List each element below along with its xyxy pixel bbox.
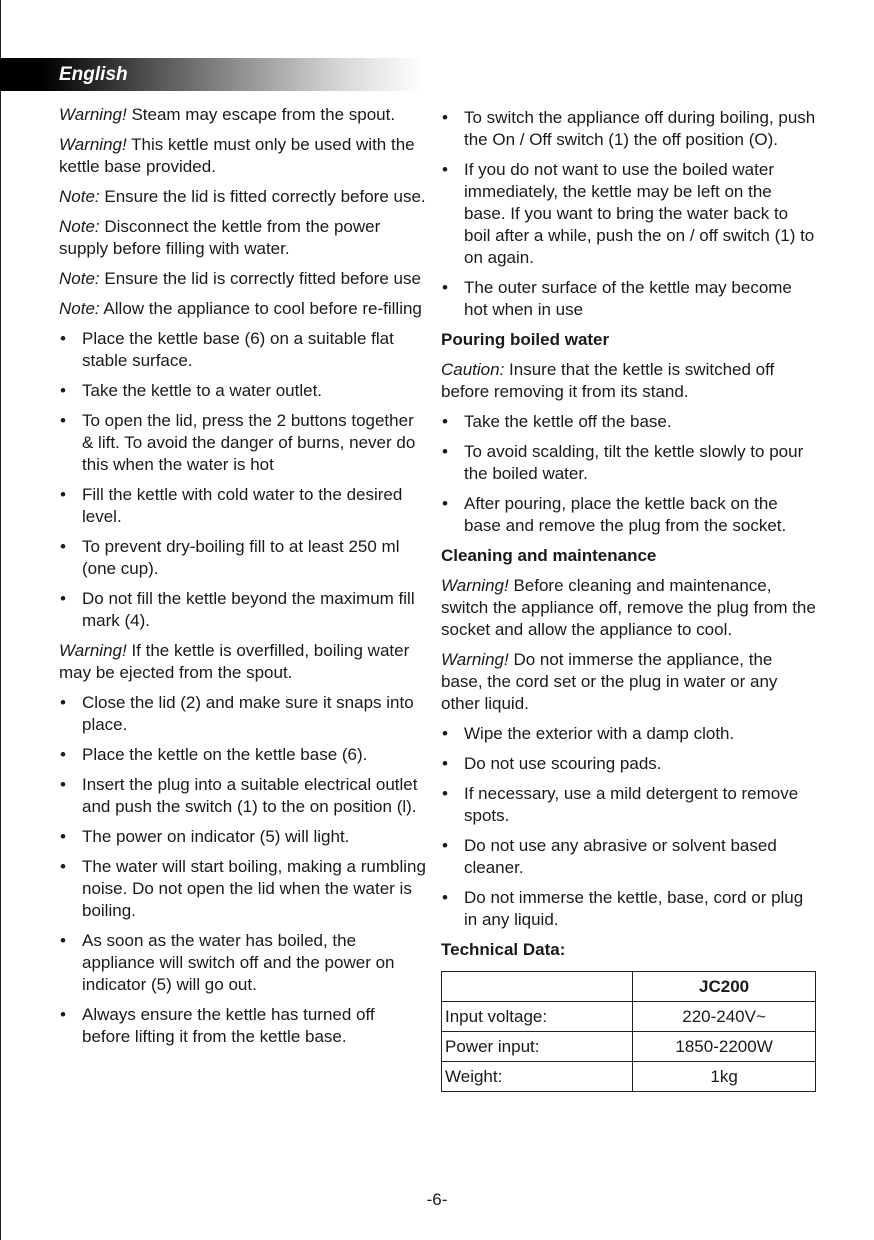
right-column: [441, 107, 817, 1092]
list-item: • Do not use any abrasive or solvent based cleaner.: [441, 835, 817, 879]
spec-label: Input voltage:: [442, 1002, 633, 1032]
model-name: JC200: [633, 972, 816, 1002]
filling-steps-list: [59, 328, 427, 632]
list-item: • To switch the appliance off during boiling, push the On / Off switch (1) the off position (O).: [441, 107, 817, 151]
list-item: • If you do not want to use the boiled water immediately, the kettle may be left on the base. If you want to bring the water back to boil after a while, push the on / off switch (1) to on again.: [441, 159, 817, 269]
list-item: • After pouring, place the kettle back on the base and remove the plug from the socket.: [441, 493, 817, 537]
note-text: If the kettle is overfilled, boiling water may be ejected from the spout.: [59, 641, 410, 682]
list-item: • Place the kettle base (6) on a suitable flat stable surface.: [59, 328, 427, 372]
lead-label: Note:: [59, 269, 100, 288]
pouring-heading: Pouring boiled water: [441, 330, 610, 349]
lead-label: Warning!: [441, 576, 509, 595]
note-text: Disconnect the kettle from the power supply before filling with water.: [59, 217, 381, 258]
list-item: • Always ensure the kettle has turned off before lifting it from the kettle base.: [59, 1004, 427, 1048]
spec-label: Power input:: [442, 1032, 633, 1062]
list-item: • Do not fill the kettle beyond the maximum fill mark (4).: [59, 588, 427, 632]
list-item: • Place the kettle on the kettle base (6).: [59, 744, 427, 766]
technical-data-heading: Technical Data:: [441, 940, 566, 959]
lead-label: Warning!: [441, 650, 509, 669]
pouring-steps-list: [441, 411, 817, 537]
note-lid-fitted: [59, 186, 427, 208]
language-label: English: [59, 64, 128, 85]
warning-do-not-immerse: [441, 649, 817, 715]
page-number: -6-: [426, 1190, 448, 1209]
list-item: • Take the kettle to a water outlet.: [59, 380, 427, 402]
warning-cleaning-switch-off: [441, 575, 817, 641]
spec-value: 1850-2200W: [633, 1032, 816, 1062]
list-item: • Do not immerse the kettle, base, cord or plug in any liquid.: [441, 887, 817, 931]
list-item: • Wipe the exterior with a damp cloth.: [441, 723, 817, 745]
list-item: • To avoid scalding, tilt the kettle slowly to pour the boiled water.: [441, 441, 817, 485]
note-disconnect: [59, 216, 427, 260]
left-column: [59, 104, 427, 1056]
note-text: Ensure the lid is fitted correctly before use.: [99, 187, 426, 206]
table-row: [442, 1032, 816, 1062]
language-header-bar: [0, 58, 424, 91]
spec-value: 220-240V~: [633, 1002, 816, 1032]
list-item: • As soon as the water has boiled, the appliance will switch off and the power on indicator (5) will go out.: [59, 930, 427, 996]
spec-label: Weight:: [442, 1062, 633, 1092]
note-lid-correct: [59, 268, 427, 290]
list-item: • Fill the kettle with cold water to the desired level.: [59, 484, 427, 528]
boiling-steps-list: [59, 692, 427, 1048]
lead-label: Warning!: [59, 105, 127, 124]
lead-label: Caution:: [441, 360, 505, 379]
lead-label: Warning!: [59, 135, 127, 154]
table-row: [442, 1002, 816, 1032]
spec-value: 1kg: [633, 1062, 816, 1092]
list-item: • If necessary, use a mild detergent to remove spots.: [441, 783, 817, 827]
lead-label: Note:: [59, 187, 100, 206]
list-item: • Close the lid (2) and make sure it snaps into place.: [59, 692, 427, 736]
warning-overfill: [59, 640, 427, 684]
cleaning-heading: Cleaning and maintenance: [441, 546, 657, 565]
lead-label: Note:: [59, 299, 100, 318]
note-text: Do not immerse the appliance, the base, the cord set or the plug in water or any other liquid.: [441, 650, 778, 713]
note-text: This kettle must only be used with the kettle base provided.: [59, 135, 415, 176]
list-item: • To open the lid, press the 2 buttons together & lift. To avoid the danger of burns, never do this when the water is hot: [59, 410, 427, 476]
table-cell-empty: [442, 972, 633, 1002]
list-item: • The outer surface of the kettle may become hot when in use: [441, 277, 817, 321]
note-text: Insure that the kettle is switched off before removing it from its stand.: [441, 360, 775, 401]
technical-data-table: [441, 971, 816, 1092]
list-item: • Take the kettle off the base.: [441, 411, 817, 433]
lead-label: Warning!: [59, 641, 127, 660]
table-header-row: [442, 972, 816, 1002]
lead-label: Note:: [59, 217, 100, 236]
list-item: • The power on indicator (5) will light.: [59, 826, 427, 848]
note-cool-before-refill: [59, 298, 427, 320]
warning-kettle-base: [59, 134, 427, 178]
list-item: • To prevent dry-boiling fill to at least 250 ml (one cup).: [59, 536, 427, 580]
caution-switched-off: [441, 359, 817, 403]
switch-off-list: [441, 107, 817, 321]
note-text: Before cleaning and maintenance, switch the appliance off, remove the plug from the socket and allow the appliance to cool.: [441, 576, 816, 639]
note-text: Steam may escape from the spout.: [126, 105, 396, 124]
page-left-border: [0, 0, 1, 1240]
note-text: Ensure the lid is correctly fitted before use: [99, 269, 421, 288]
note-text: Allow the appliance to cool before re-filling: [99, 299, 422, 318]
list-item: • Insert the plug into a suitable electrical outlet and push the switch (1) to the on position (l).: [59, 774, 427, 818]
cleaning-steps-list: [441, 723, 817, 931]
list-item: • The water will start boiling, making a rumbling noise. Do not open the lid when the water is boiling.: [59, 856, 427, 922]
warning-steam: [59, 104, 427, 126]
list-item: • Do not use scouring pads.: [441, 753, 817, 775]
table-row: [442, 1062, 816, 1092]
